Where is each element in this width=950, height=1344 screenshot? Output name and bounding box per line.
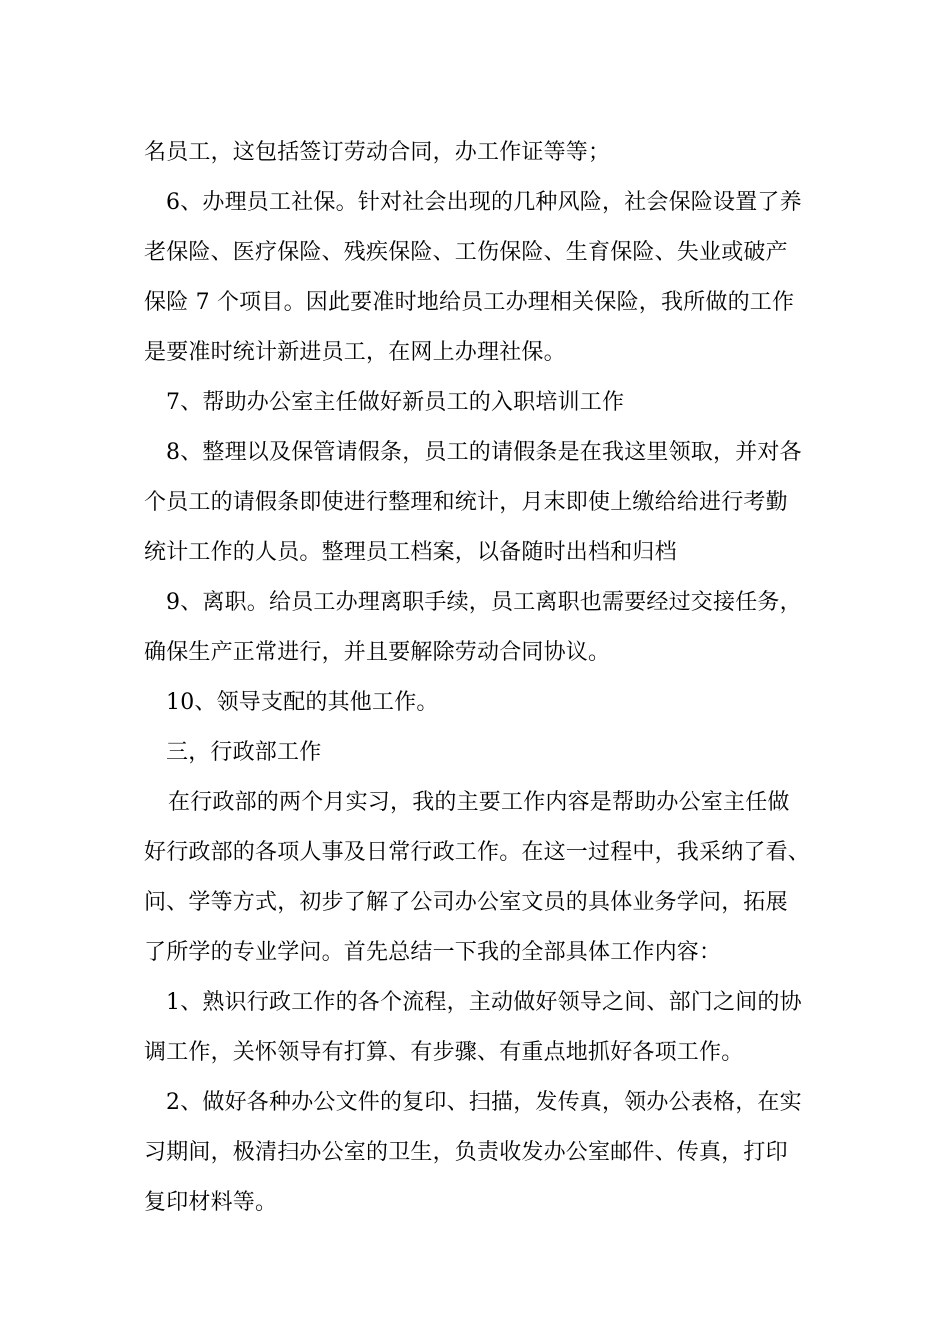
paragraph-line: 问、学等方式，初步了解了公司办公室文员的具体业务学问，拓展 [144, 890, 788, 915]
paragraph-line: 1、熟识行政工作的各个流程，主动做好领导之间、部门之间的协 [166, 990, 802, 1015]
paragraph-line: 名员工，这包括签订劳动合同，办工作证等等； [144, 140, 611, 165]
paragraph-line: 8、整理以及保管请假条，员工的请假条是在我这里领取，并对各 [166, 440, 802, 465]
paragraph-line: 6、办理员工社保。针对社会出现的几种风险，社会保险设置了养 [166, 190, 802, 215]
paragraph-line: 复印材料等。 [144, 1190, 278, 1215]
paragraph-line: 个员工的请假条即使进行整理和统计，月末即使上缴给给进行考勤 [144, 490, 788, 515]
paragraph-line: 统计工作的人员。整理员工档案，以备随时出档和归档 [144, 540, 677, 565]
section-heading: 三，行政部工作 [166, 740, 322, 765]
paragraph-line: 了所学的专业学问。首先总结一下我的全部具体工作内容： [144, 940, 722, 965]
paragraph-line: 习期间，极清扫办公室的卫生，负责收发办公室邮件、传真，打印 [144, 1140, 788, 1165]
paragraph-line: 老保险、医疗保险、残疾保险、工伤保险、生育保险、失业或破产 [144, 240, 788, 265]
document-body [144, 128, 814, 1228]
paragraph-line: 10、领导支配的其他工作。 [166, 690, 439, 715]
paragraph-line: 调工作，关怀领导有打算、有步骤、有重点地抓好各项工作。 [144, 1040, 744, 1065]
paragraph-line: 保险 7 个项目。因此要准时地给员工办理相关保险，我所做的工作 [144, 290, 795, 315]
paragraph-line: 7、帮助办公室主任做好新员工的入职培训工作 [166, 390, 625, 415]
paragraph-line: 确保生产正常进行，并且要解除劳动合同协议。 [144, 640, 611, 665]
paragraph-line: 9、离职。给员工办理离职手续，员工离职也需要经过交接任务， [166, 590, 802, 615]
paragraph-line: 好行政部的各项人事及日常行政工作。在这一过程中，我采纳了看、 [144, 840, 811, 865]
paragraph-line: 是要准时统计新进员工，在网上办理社保。 [144, 340, 566, 365]
paragraph-line: 在行政部的两个月实习，我的主要工作内容是帮助办公室主任做 [168, 790, 790, 815]
paragraph-line: 2、做好各种办公文件的复印、扫描，发传真，领办公表格，在实 [166, 1090, 802, 1115]
